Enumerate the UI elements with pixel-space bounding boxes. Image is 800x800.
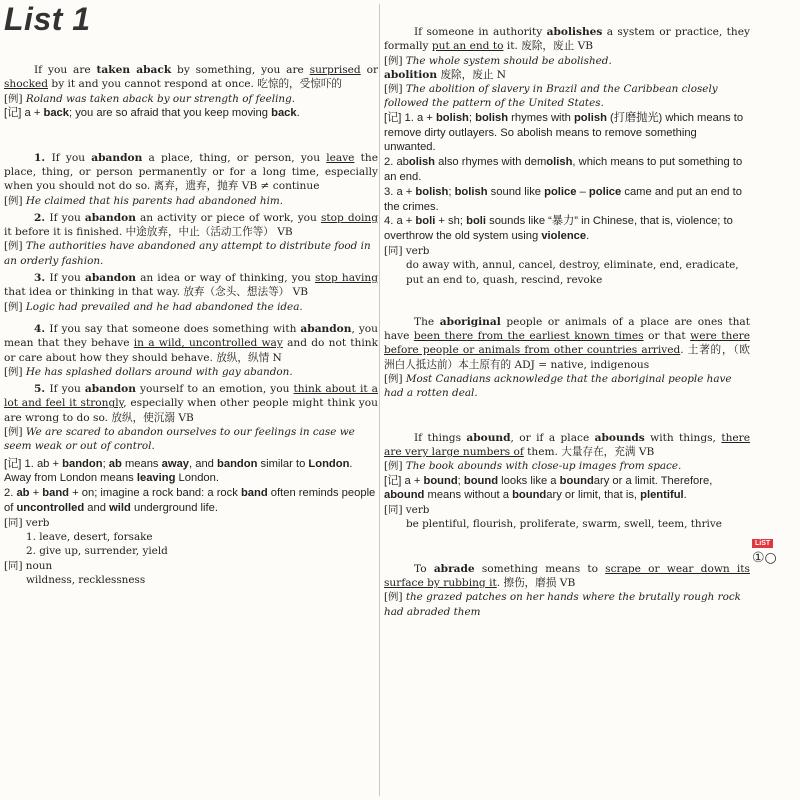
example-label: [例] bbox=[4, 92, 26, 105]
entry-headword bbox=[384, 537, 750, 562]
dictionary-entry bbox=[384, 292, 750, 406]
entry-headword bbox=[384, 0, 750, 25]
entry-headword bbox=[4, 126, 378, 151]
entry-headword bbox=[4, 592, 378, 617]
synonym-label: [同] verb bbox=[384, 244, 430, 257]
definition: 4. If you say that someone does something with abandon, you mean that they behave in a wild, uncontrolled way and do not think or care about how they should behave. 放纵，纵情 N bbox=[4, 322, 378, 364]
page-tab bbox=[752, 530, 800, 565]
synonym-item: do away with, annul, cancel, destroy, eliminate, end, eradicate, put an end to, quash, rescind, revoke bbox=[406, 259, 739, 286]
example-label: [例] bbox=[384, 460, 406, 473]
memory-tip: [记] 1. a + bolish; bolish rhymes with polish (打磨抛光) which means to remove dirty outlayers. So abolish means to remove something unwanted. bbox=[384, 111, 744, 154]
left-column bbox=[0, 0, 378, 800]
example-label: [例] bbox=[4, 365, 26, 378]
example-sentence: [例] He has splashed dollars around with gay abandon. bbox=[4, 365, 293, 378]
memory-tip: 4. a + boli + sh; boli sounds like “暴力” in Chinese, that is, violence; to overthrow the old system using violence. bbox=[384, 215, 733, 243]
example-sentence: [例] The whole system should be abolished. bbox=[384, 54, 612, 67]
example-label: [例] bbox=[4, 300, 26, 313]
synonym-label: [同] verb bbox=[384, 504, 430, 517]
definition: 2. If you abandon an activity or piece of work, you stop doing it before it is finished. 中途放弃，中止（活动工作等） VB bbox=[4, 211, 378, 239]
example-sentence: [例] The abolition of slavery in Brazil and the Caribbean closely followed the pattern of the United States. bbox=[384, 83, 718, 110]
memory-tip: [记] a + bound; bound looks like a boundary or a limit. Therefore, abound means without a boundary or limit, that is, plentiful. bbox=[384, 474, 713, 502]
sense-number: 5. bbox=[34, 383, 50, 396]
example-sentence: [例] Most Canadians acknowledge that the aboriginal people have had a rotten deal. bbox=[384, 373, 732, 400]
dictionary-entry bbox=[384, 0, 750, 292]
dictionary-entry bbox=[4, 126, 378, 322]
example-sentence: [例] He claimed that his parents had abandoned him. bbox=[4, 194, 284, 207]
synonym-label: [同] noun bbox=[4, 559, 53, 572]
sense-number: 1. bbox=[34, 151, 52, 164]
right-column bbox=[384, 0, 750, 800]
spacer bbox=[384, 619, 750, 624]
example-sentence: [例] The authorities have abandoned any attempt to distribute food in an orderly fashion. bbox=[4, 240, 371, 267]
spacer bbox=[4, 617, 378, 622]
example-label: [例] bbox=[384, 373, 406, 386]
dictionary-entry bbox=[4, 38, 378, 126]
example-sentence: [例] We are scared to abandon ourselves to our feelings in case we seem weak or out of control. bbox=[4, 426, 355, 453]
definition: To abrade something means to scrape or wear down its surface by rubbing it. 擦伤，磨损 VB bbox=[384, 562, 750, 589]
chinese-translation bbox=[384, 292, 750, 315]
entry-headword bbox=[384, 406, 750, 431]
example-label: [例] bbox=[4, 240, 26, 253]
definition: abolition 废除，废止 N bbox=[384, 68, 507, 81]
list-tag: LiST bbox=[752, 539, 773, 548]
sense-number: 4. bbox=[34, 322, 50, 335]
left-entries bbox=[4, 38, 378, 622]
definition: If someone in authority abolishes a system or practice, they formally put an end to it. 废除，废止 VB bbox=[384, 26, 750, 53]
dictionary-entry bbox=[4, 322, 378, 592]
dictionary-entry bbox=[384, 537, 750, 624]
definition: 1. If you abandon a place, thing, or person, you leave the place, thing, or person permanently or for a long time, especially when you should not do so. 离弃，遗弃，抛弃 VB ≠ continue bbox=[4, 151, 378, 193]
right-entries bbox=[384, 0, 750, 624]
memory-tip: [记] a + back; you are so afraid that you keep moving back. bbox=[4, 106, 300, 119]
dictionary-entry bbox=[4, 592, 378, 622]
synonym-label: [同] verb bbox=[4, 516, 50, 529]
memory-tip: 3. a + bolish; bolish sound like police – police came and put an end to the crimes. bbox=[384, 185, 742, 213]
memory-tip: 2. abolish also rhymes with demolish, which means to put something to an end. bbox=[384, 156, 743, 183]
list-title: List 1 bbox=[4, 1, 91, 37]
column-divider bbox=[379, 4, 380, 796]
definition: 3. If you abandon an idea or way of thinking, you stop having that idea or thinking in that way. 放弃（念头、想法等） VB bbox=[4, 272, 378, 299]
example-sentence: [例] The book abounds with close-up images from space. bbox=[384, 460, 682, 473]
example-label: [例] bbox=[4, 194, 26, 207]
sense-number: 3. bbox=[34, 272, 50, 285]
page-circles: ①○ bbox=[752, 550, 777, 566]
definition: If you are taken aback by something, you are surprised or shocked by it and you cannot respond at once. 吃惊的，受惊吓的 bbox=[4, 64, 378, 91]
synonym-item: 1. leave, desert, forsake bbox=[26, 531, 153, 544]
example-sentence: [例] Roland was taken aback by our strength of feeling. bbox=[4, 92, 296, 105]
example-label: [例] bbox=[384, 83, 406, 96]
synonym-item: 2. give up, surrender, yield bbox=[26, 545, 168, 558]
dictionary-entry bbox=[384, 406, 750, 537]
synonym-item: wildness, recklessness bbox=[26, 574, 146, 586]
example-label: [例] bbox=[384, 591, 406, 604]
example-label: [例] bbox=[384, 54, 406, 67]
memory-tip: 2. ab + band + on; imagine a rock band: a rock band often reminds people of uncontrolled and wild underground life. bbox=[4, 487, 376, 515]
sense-number: 2. bbox=[34, 211, 50, 224]
entry-headword bbox=[4, 38, 378, 63]
definition: 5. If you abandon yourself to an emotion, you think about it a lot and feel it strongly, especially when other people might think you are wrong to do so. 放纵，使沉溺 VB bbox=[4, 383, 378, 424]
example-sentence: [例] the grazed patches on her hands where the brutally rough rock had abraded them bbox=[384, 591, 741, 618]
definition: The aboriginal people or animals of a place are ones that have been there from the earliest known times or that were there before people or animals from other countries arrived. 土著的，（欧洲白人抵达前）本土原有的 ADJ = native, indigenous bbox=[384, 315, 750, 371]
memory-tip: [记] 1. ab + bandon; ab means away, and bandon similar to London. Away from London means leaving London. bbox=[4, 457, 353, 485]
example-label: [例] bbox=[4, 426, 26, 439]
definition: If things abound, or if a place abounds with things, there are very large numbers of them. 大量存在，充满 VB bbox=[384, 431, 750, 458]
synonym-item: be plentiful, flourish, proliferate, swarm, swell, teem, thrive bbox=[406, 518, 722, 531]
example-sentence: [例] Logic had prevailed and he had abandoned the idea. bbox=[4, 300, 303, 313]
